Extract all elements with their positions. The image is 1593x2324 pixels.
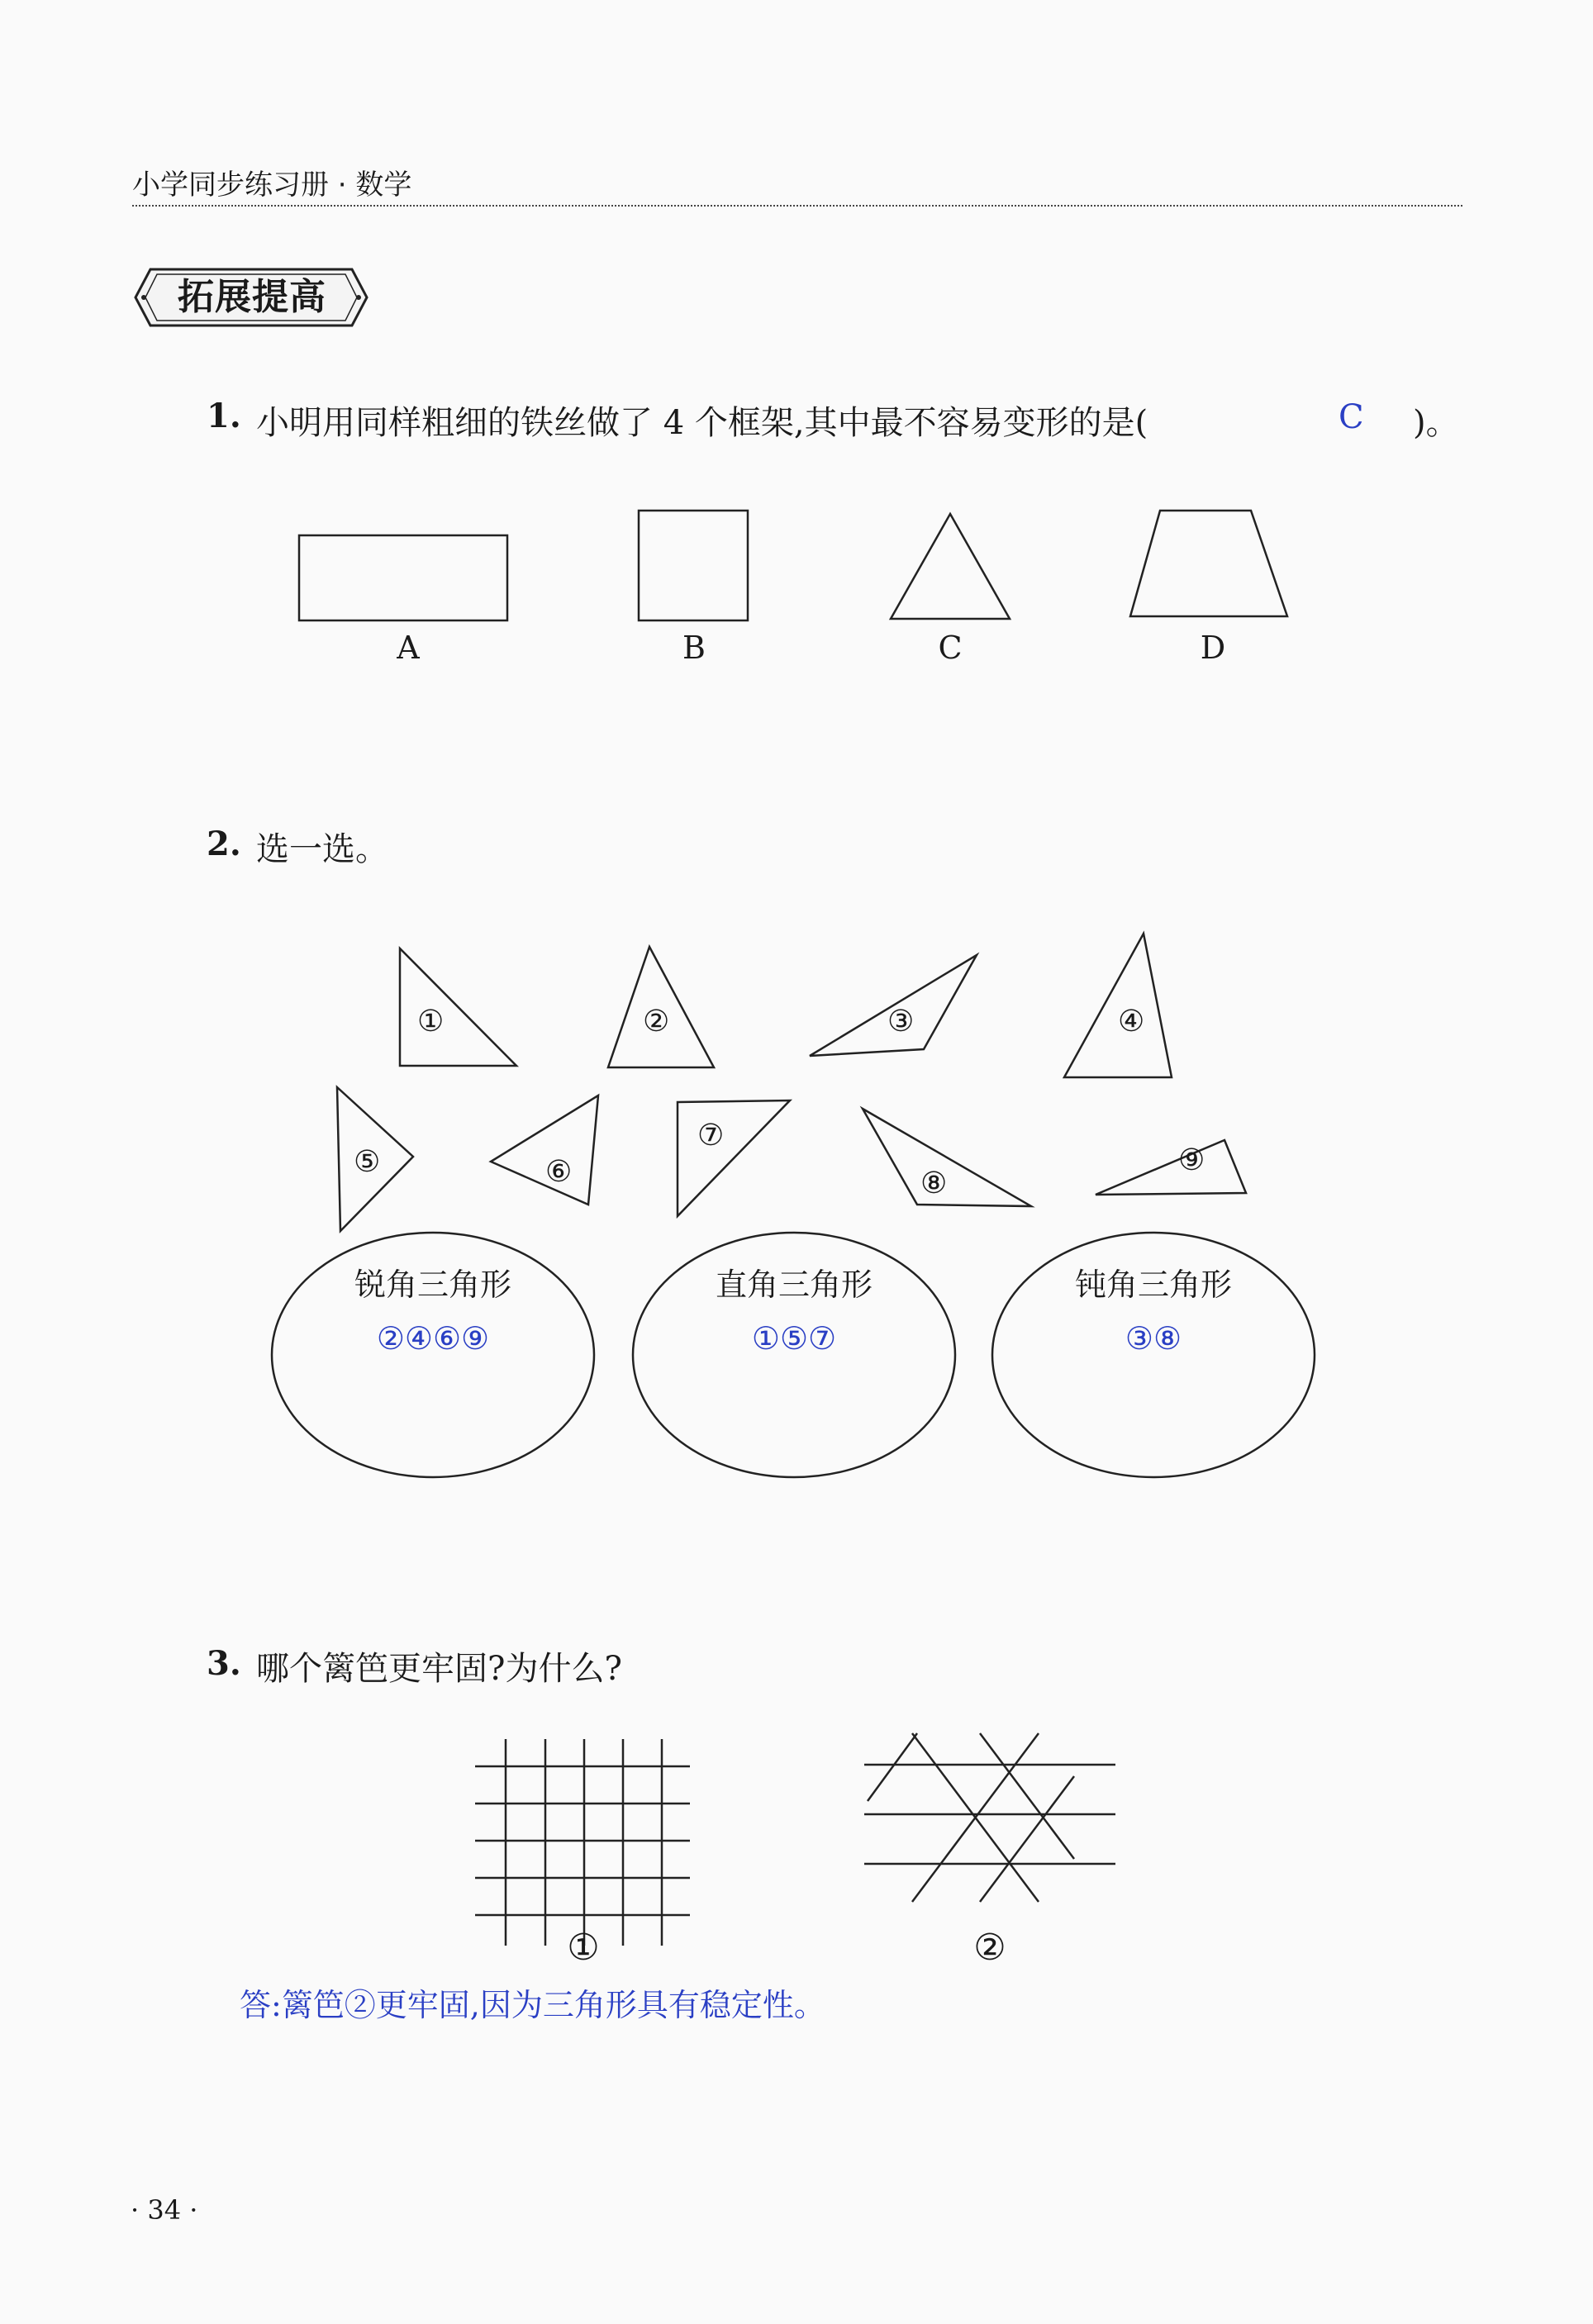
- q2-number: 2.: [207, 825, 241, 863]
- q2-text: 选一选。: [256, 830, 388, 868]
- page-number: · 34 ·: [131, 2194, 198, 2226]
- q3-text: 哪个篱笆更牢固?为什么?: [256, 1650, 622, 1688]
- triangle-label-6: ⑥: [545, 1155, 573, 1189]
- q3-number: 3.: [207, 1644, 241, 1683]
- fence-grid: [475, 1739, 690, 1946]
- shape-label-c: C: [938, 630, 963, 666]
- fence-label-2: ②: [973, 1927, 1006, 1969]
- q3-answer: 答:篱笆②更牢固,因为三角形具有稳定性。: [240, 1987, 825, 2023]
- q1-answer: C: [1339, 398, 1364, 436]
- running-header: 小学同步练习册 · 数学: [132, 169, 412, 202]
- triangle-label-3: ③: [887, 1005, 915, 1038]
- triangle-label-5: ⑤: [354, 1145, 381, 1179]
- triangle-label-7: ⑦: [697, 1119, 725, 1152]
- triangle-label-1: ①: [417, 1005, 445, 1038]
- triangle-label-4: ④: [1118, 1005, 1145, 1038]
- group-title-acute: 锐角三角形: [354, 1267, 511, 1303]
- q1-number: 1.: [207, 397, 241, 435]
- fence-label-1: ①: [567, 1927, 600, 1969]
- shape-label-b: B: [682, 630, 706, 666]
- group-answer-obtuse: ③⑧: [1125, 1320, 1182, 1357]
- shape-label-d: D: [1200, 630, 1226, 666]
- triangle-label-9: ⑨: [1178, 1143, 1205, 1177]
- triangle-label-8: ⑧: [920, 1167, 948, 1200]
- group-answer-right: ①⑤⑦: [751, 1320, 837, 1357]
- q1-text: 小明用同样粗细的铁丝做了 4 个框架,其中最不容易变形的是(: [256, 404, 1148, 442]
- q1-text-end: )。: [1413, 404, 1459, 442]
- section-title: 拓展提高: [178, 276, 326, 318]
- group-title-right: 直角三角形: [715, 1267, 873, 1303]
- triangle-label-2: ②: [643, 1005, 670, 1038]
- group-answer-acute: ②④⑥⑨: [376, 1320, 490, 1357]
- fence-triangles: [864, 1733, 1115, 1902]
- shape-label-a: A: [397, 630, 420, 666]
- group-title-obtuse: 钝角三角形: [1074, 1267, 1232, 1303]
